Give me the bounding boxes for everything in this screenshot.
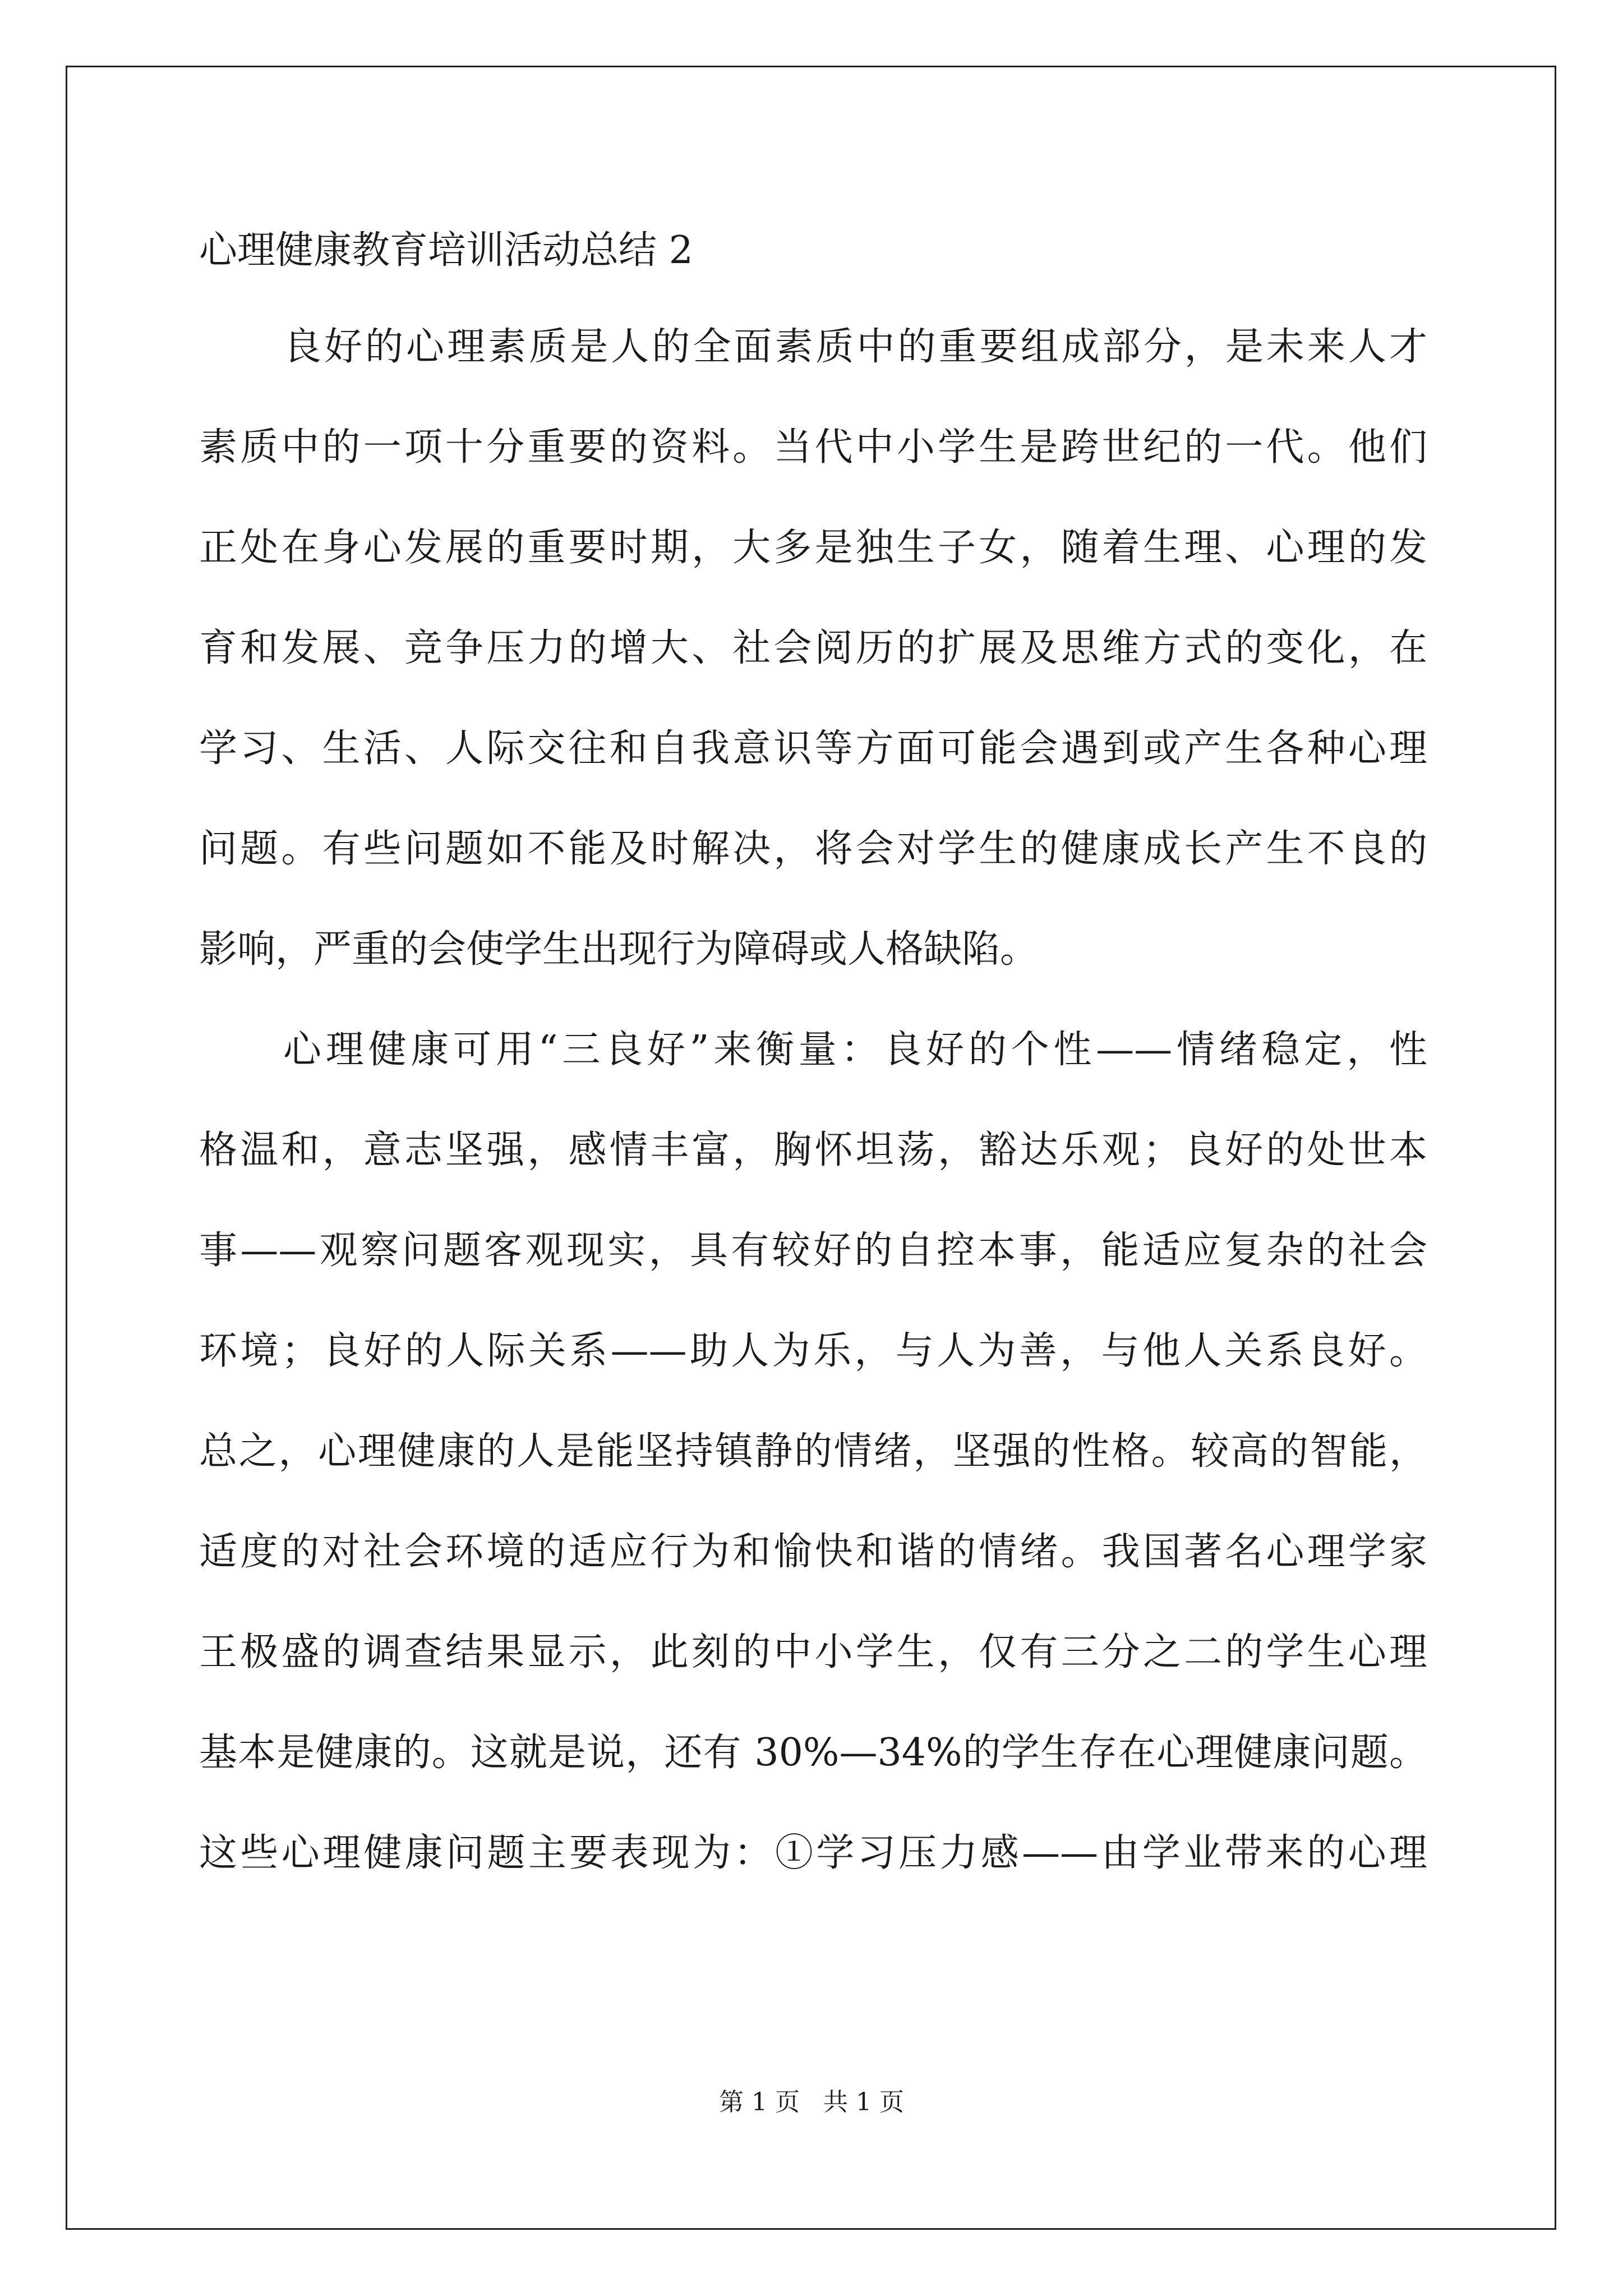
text-line: 这些心理健康问题主要表现为：①学习压力感——由学业带来的心理	[199, 1831, 1427, 1875]
text-line: 学习、生活、人际交往和自我意识等方面可能会遇到或产生各种心理	[199, 726, 1427, 771]
document-title: 心理健康教育培训活动总结 2	[199, 228, 693, 273]
text-line: 影响，严重的会使学生出现行为障碍或人格缺陷。	[199, 927, 1039, 972]
paragraph-1	[199, 324, 1427, 1027]
text-line: 问题。有些问题如不能及时解决，将会对学生的健康成长产生不良的	[199, 827, 1427, 871]
page-footer: 第 1 页 共 1 页	[719, 2088, 904, 2116]
text-line: 素质中的一项十分重要的资料。当代中小学生是跨世纪的一代。他们	[199, 425, 1427, 470]
text-line: 心理健康可用“三良好”来衡量：良好的个性——情绪稳定，性	[283, 1028, 1427, 1072]
text-line: 王极盛的调查结果显示，此刻的中小学生，仅有三分之二的学生心理	[199, 1630, 1427, 1674]
text-line: 环境；良好的人际关系——助人为乐，与人为善，与他人关系良好。	[199, 1329, 1427, 1373]
paragraph-2	[199, 1027, 1427, 1930]
text-line: 总之，心理健康的人是能坚持镇静的情绪，坚强的性格。较高的智能，	[199, 1429, 1427, 1474]
document-body	[199, 227, 1427, 1930]
text-line: 适度的对社会环境的适应行为和愉快和谐的情绪。我国著名心理学家	[199, 1530, 1427, 1574]
text-line: 正处在身心发展的重要时期，大多是独生子女，随着生理、心理的发	[199, 526, 1427, 570]
text-line: 良好的心理素质是人的全面素质中的重要组成部分，是未来人才	[283, 325, 1427, 369]
text-line: 格温和，意志坚强，感情丰富，胸怀坦荡，豁达乐观；良好的处世本	[199, 1128, 1427, 1172]
text-line: 育和发展、竞争压力的增大、社会阅历的扩展及思维方式的变化，在	[199, 626, 1427, 670]
text-line: 基本是健康的。这就是说，还有 30%—34%的学生存在心理健康问题。	[199, 1731, 1427, 1775]
text-line: 事——观察问题客观现实，具有较好的自控本事，能适应复杂的社会	[199, 1228, 1427, 1273]
